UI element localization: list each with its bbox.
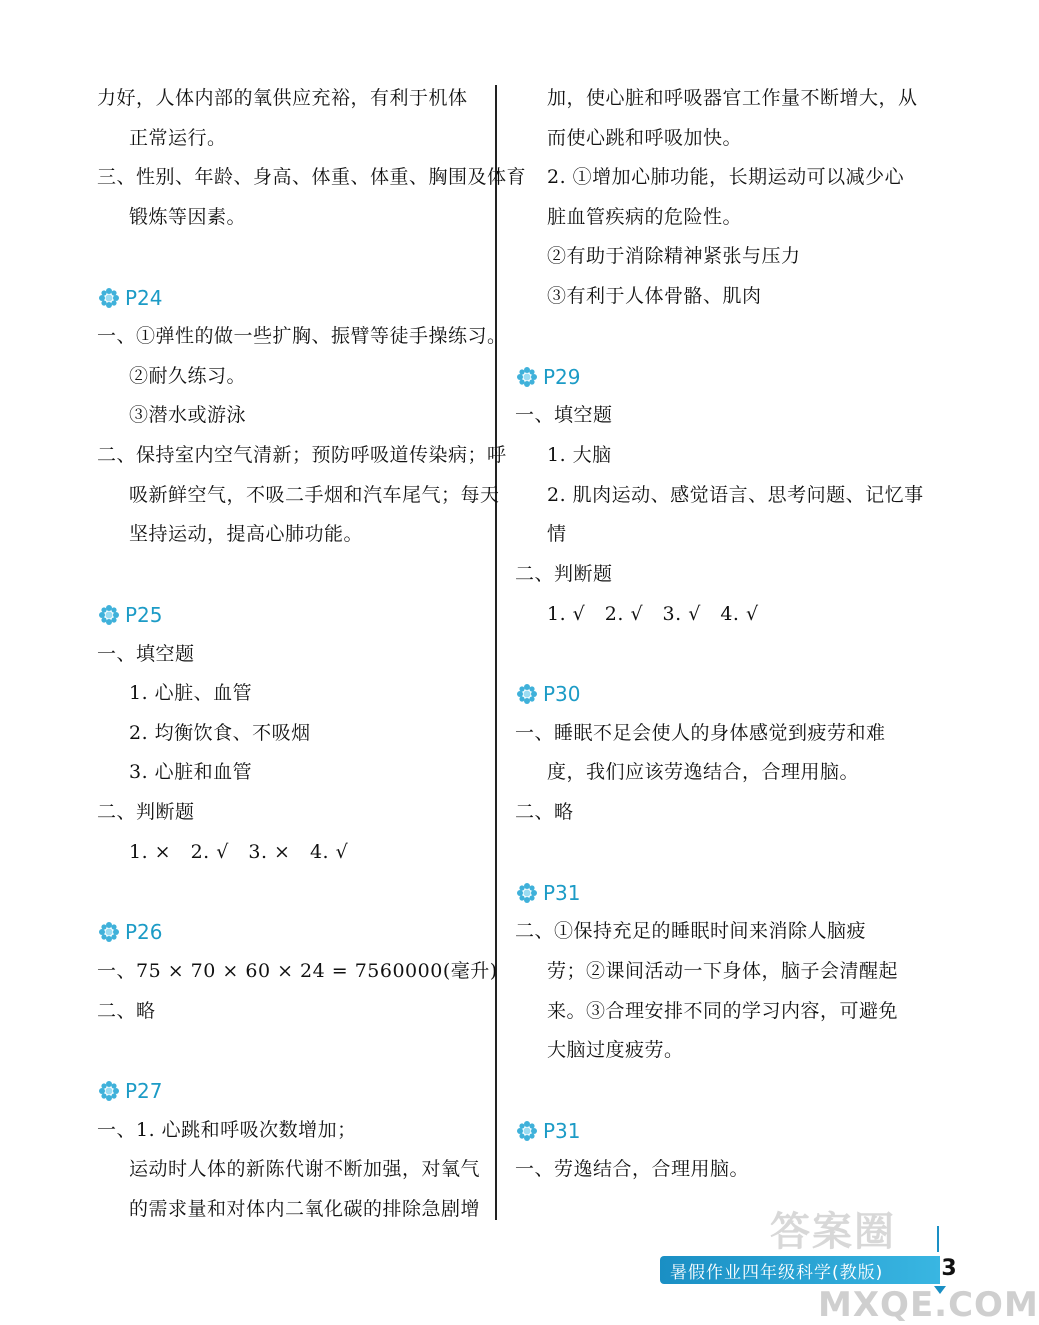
text-line: 一、75 × 70 × 60 × 24 = 7560000(毫升)	[97, 960, 498, 982]
flower-icon	[515, 365, 539, 389]
section-label: P31	[543, 881, 581, 905]
text-line: 运动时人体的新陈代谢不断加强，对氧气	[129, 1158, 481, 1180]
text-line: 度，我们应该劳逸结合，合理用脑。	[547, 761, 860, 783]
text-line: ③有利于人体骨骼、肌肉	[547, 285, 762, 307]
section-header-p25	[97, 600, 163, 630]
section-header-p31-second	[515, 1116, 581, 1146]
section-header-p24	[97, 283, 163, 313]
flower-icon	[97, 920, 121, 944]
text-line: 情	[547, 523, 567, 545]
text-line: 锻炼等因素。	[129, 206, 247, 228]
footer-title: 暑假作业四年级科学(教版)	[670, 1262, 884, 1283]
text-line: 脏血管疾病的危险性。	[547, 206, 743, 228]
text-line: 一、睡眠不足会使人的身体感觉到疲劳和难	[515, 722, 886, 744]
text-line: 二、略	[97, 1000, 156, 1022]
text-line: 二、判断题	[515, 563, 613, 585]
text-line: 的需求量和对体内二氧化碳的排除急剧增	[129, 1198, 481, 1220]
text-line: ②有助于消除精神紧张与压力	[547, 245, 801, 267]
flower-icon	[97, 1079, 121, 1103]
text-line: 2. ①增加心肺功能，长期运动可以减少心	[547, 166, 905, 188]
footer-bar	[660, 1256, 940, 1284]
text-line: 力好，人体内部的氧供应充裕，有利于机体	[97, 87, 468, 109]
section-label: P29	[543, 365, 581, 389]
text-line: 1. 心脏、血管	[129, 682, 253, 704]
text-line: 劳；②课间活动一下身体，脑子会清醒起	[547, 960, 899, 982]
text-line: 1. √ 2. √ 3. √ 4. √	[547, 603, 759, 625]
text-line: 1. × 2. √ 3. × 4. √	[129, 841, 349, 863]
text-line: 3. 心脏和血管	[129, 761, 253, 783]
text-line: 二、判断题	[97, 801, 195, 823]
text-line: 一、填空题	[97, 643, 195, 665]
text-line: 二、略	[515, 801, 574, 823]
flower-icon	[97, 603, 121, 627]
page-number: 3	[941, 1256, 957, 1281]
text-line: 而使心跳和呼吸加快。	[547, 127, 743, 149]
text-line: 加，使心脏和呼吸器官工作量不断增大，从	[547, 87, 918, 109]
flower-icon	[515, 682, 539, 706]
section-header-p27	[97, 1076, 163, 1106]
text-line: ②耐久练习。	[129, 365, 247, 387]
text-line: 正常运行。	[129, 127, 227, 149]
flower-icon	[515, 1119, 539, 1143]
text-line: 三、性别、年龄、身高、体重、体重、胸围及体育	[97, 166, 527, 188]
section-label: P27	[125, 1079, 163, 1103]
text-line: 一、1. 心跳和呼吸次数增加；	[97, 1119, 357, 1141]
text-line: 1. 大脑	[547, 444, 612, 466]
section-label: P26	[125, 920, 163, 944]
text-line: 坚持运动，提高心肺功能。	[129, 523, 364, 545]
watermark-logo: 答案圈	[770, 1209, 896, 1255]
section-header-p30	[515, 679, 581, 709]
page-marker-line	[937, 1226, 943, 1252]
text-line: 一、填空题	[515, 404, 613, 426]
down-arrow-icon	[934, 1286, 946, 1294]
text-line: 吸新鲜空气，不吸二手烟和汽车尾气；每天	[129, 484, 500, 506]
section-header-p26	[97, 917, 163, 947]
section-label: P31	[543, 1119, 581, 1143]
section-header-p31	[515, 878, 581, 908]
text-line: 一、①弹性的做一些扩胸、振臂等徒手操练习。	[97, 325, 507, 347]
section-label: P25	[125, 603, 163, 627]
watermark-url: MXQE.COM	[818, 1285, 1039, 1325]
text-line: 二、①保持充足的睡眠时间来消除人脑疲	[515, 920, 867, 942]
flower-icon	[515, 881, 539, 905]
text-line: 大脑过度疲劳。	[547, 1039, 684, 1061]
column-divider	[495, 85, 497, 1220]
section-label: P30	[543, 682, 581, 706]
text-line: 来。③合理安排不同的学习内容，可避免	[547, 1000, 899, 1022]
section-header-p29	[515, 362, 581, 392]
flower-icon	[97, 286, 121, 310]
text-line: 二、保持室内空气清新；预防呼吸道传染病；呼	[97, 444, 507, 466]
text-line: 2. 均衡饮食、不吸烟	[129, 722, 311, 744]
text-line: 2. 肌肉运动、感觉语言、思考问题、记忆事	[547, 484, 924, 506]
text-line: ③潜水或游泳	[129, 404, 247, 426]
text-line: 一、劳逸结合，合理用脑。	[515, 1158, 750, 1180]
section-label: P24	[125, 286, 163, 310]
